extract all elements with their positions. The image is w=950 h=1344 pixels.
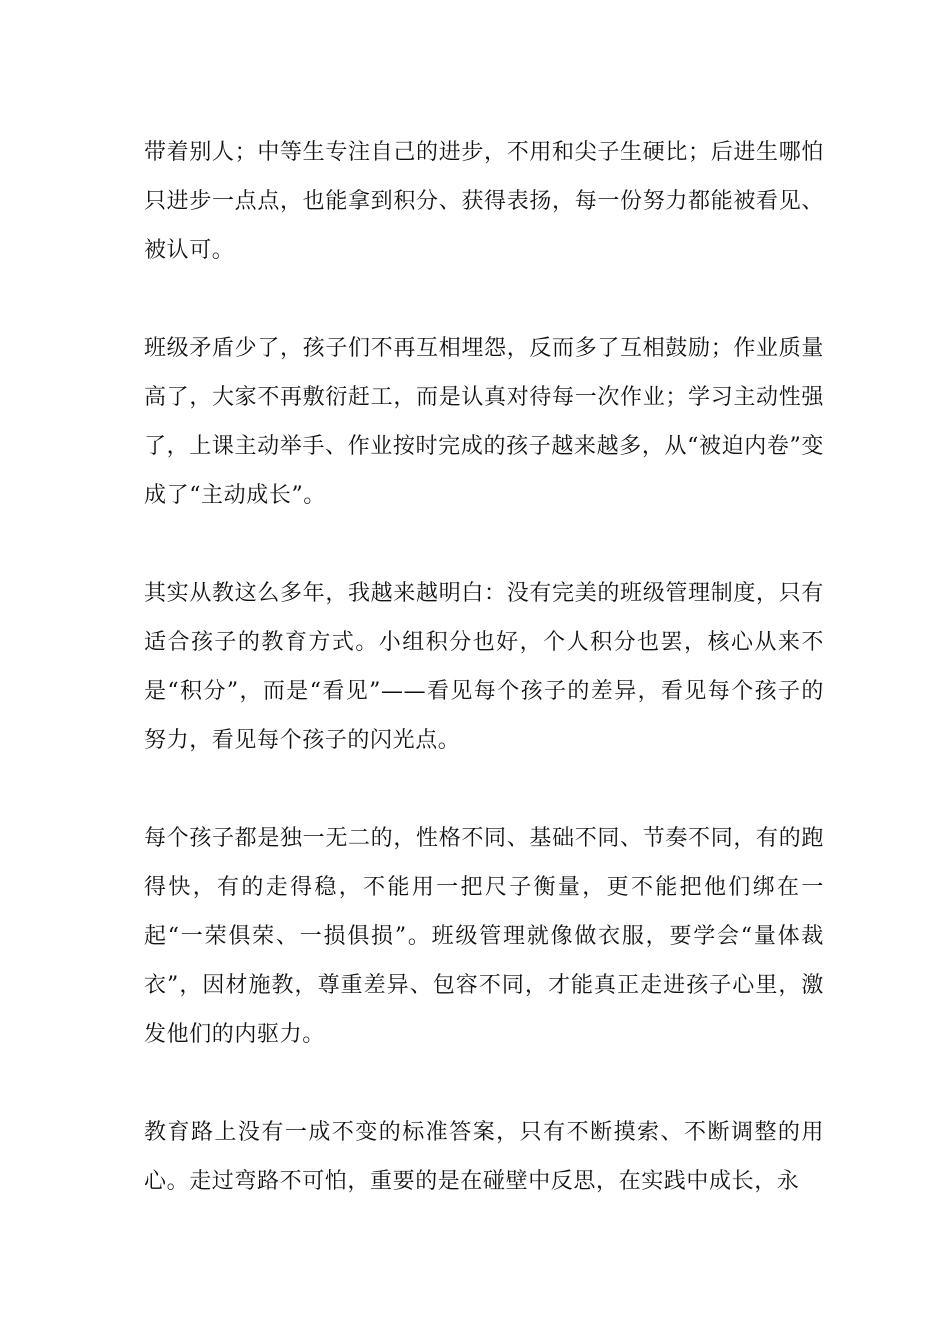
paragraph-2: 班级矛盾少了，孩子们不再互相埋怨，反而多了互相鼓励；作业质量高了，大家不再敷衍赶工，而是认真对待每一次作业；学习主动性强了，上课主动举手、作业按时完成的孩子越来越多，从“被迫内卷”变成了“主动成长”。 <box>144 336 824 508</box>
paragraph-5: 教育路上没有一成不变的标准答案，只有不断摸索、不断调整的用心。走过弯路不可怕，重要的是在碰壁中反思，在实践中成长，永 <box>144 1120 824 1194</box>
paragraph-1: 带着别人；中等生专注自己的进步，不用和尖子生硬比；后进生哪怕只进步一点点，也能拿到积分、获得表扬，每一份努力都能被看见、被认可。 <box>144 140 824 263</box>
document-body <box>144 128 824 1206</box>
paragraph-3: 其实从教这么多年，我越来越明白：没有完美的班级管理制度，只有适合孩子的教育方式。小组积分也好，个人积分也罢，核心从来不是“积分”，而是“看见”——看见每个孩子的差异，看见每个孩子的努力，看见每个孩子的闪光点。 <box>144 581 824 753</box>
paragraph-4: 每个孩子都是独一无二的，性格不同、基础不同、节奏不同，有的跑得快，有的走得稳，不能用一把尺子衡量，更不能把他们绑在一起“一荣俱荣、一损俱损”。班级管理就像做衣服，要学会“量体裁衣”，因材施教，尊重差异、包容不同，才能真正走进孩子心里，激发他们的内驱力。 <box>144 826 824 1047</box>
